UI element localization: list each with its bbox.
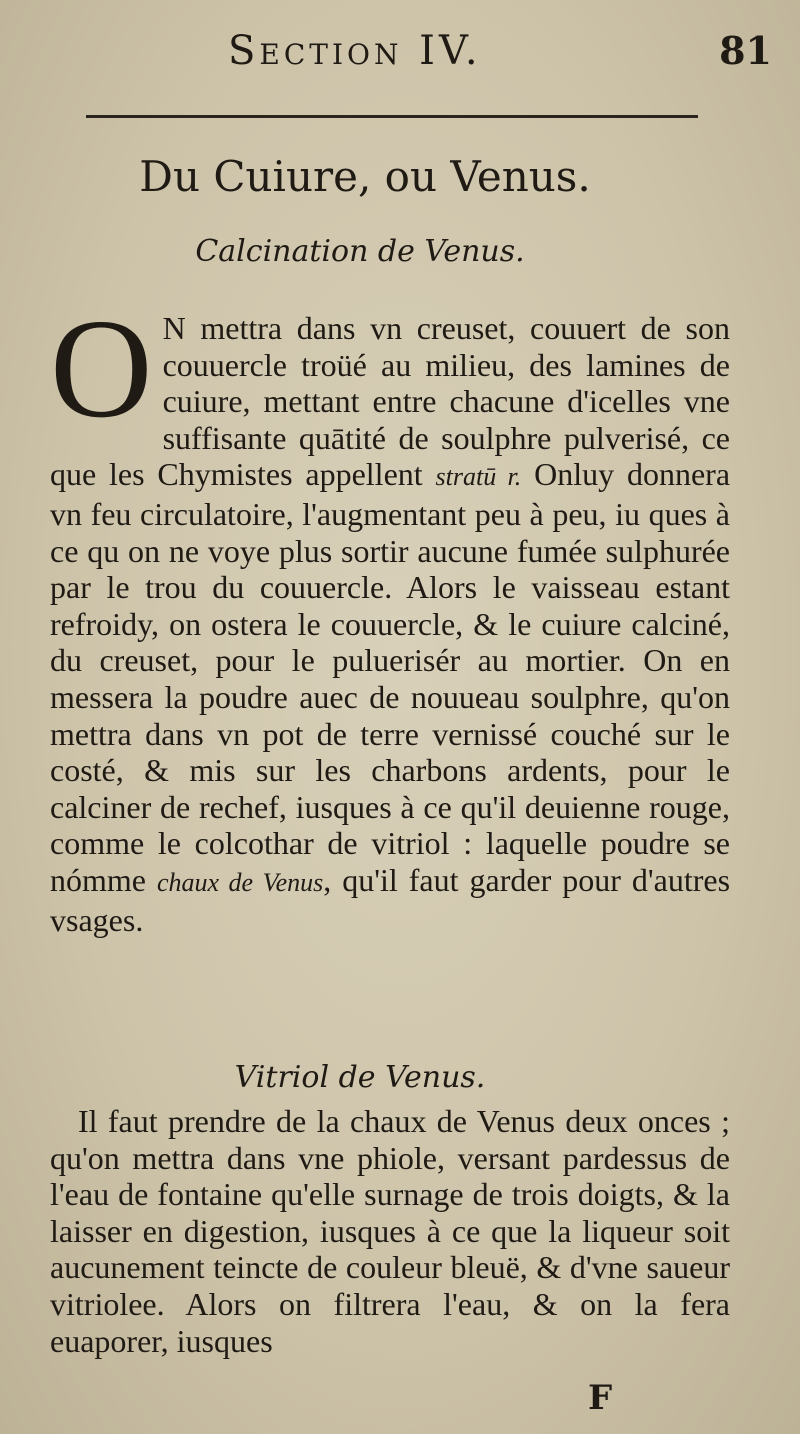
paragraph-text: N mettra dans vn creuset, couuert de son couuercle troüé au milieu, des lamines de cuiure, mettant entre chacune d'icelles vne suffisante quātité de soulphre pulverisé, ce que les Chymistes appellent: [50, 310, 730, 493]
section-heading-calcination: Calcination de Venus.: [195, 234, 525, 269]
drop-cap: O: [50, 289, 153, 447]
signature-mark: F: [588, 1378, 613, 1418]
paragraph-vitriol: Il faut prendre de la chaux de Venus deux onces ; qu'on mettra dans vne phiole, versant pardessus de l'eau de fontaine qu'elle surnage de trois doigts, & la laisser en digestion, iusques à ce que la liqueur soit aucunement teincte de couleur bleuë, & d'vne saueur vitriolee. Alors on filtrera l'eau, & on la fera euaporer, iusques: [50, 1103, 730, 1359]
term-stratum: stratū r.: [435, 462, 522, 492]
paragraph-calcination: [50, 289, 731, 938]
page-number: 81: [719, 28, 772, 73]
chapter-title: Du Cuiure, ou Venus.: [139, 152, 591, 201]
paragraph-text: Onluy donnera vn feu circulatoire, l'augmentant peu à peu, iu ques à ce qu on ne voye plus sortir aucune fumée sulphurée par le trou du couuercle. Alors le vaisseau estant refroidy, on ostera le couuercle, & le cuiure calciné, du creuset, pour le puluerisér au mortier. On en messera la poudre auec de nouueau soulphre, qu'on mettra dans vn pot de terre vernissé couché sur le costé, & mis sur les charbons ardents, pour le calciner de rechef, iusques à ce qu'il deuienne rouge, comme le colcothar de vitriol : laquelle poudre se nómme: [50, 456, 731, 898]
section-heading-vitriol: Vitriol de Venus.: [234, 1060, 486, 1095]
term-chaux-de-venus: chaux de Venus: [156, 867, 324, 897]
running-head: [0, 28, 800, 88]
running-title: Section IV.: [228, 28, 482, 74]
paragraph-text: , qu'il faut garder pour d'autres vsages.: [50, 861, 731, 938]
header-rule: [86, 115, 698, 118]
